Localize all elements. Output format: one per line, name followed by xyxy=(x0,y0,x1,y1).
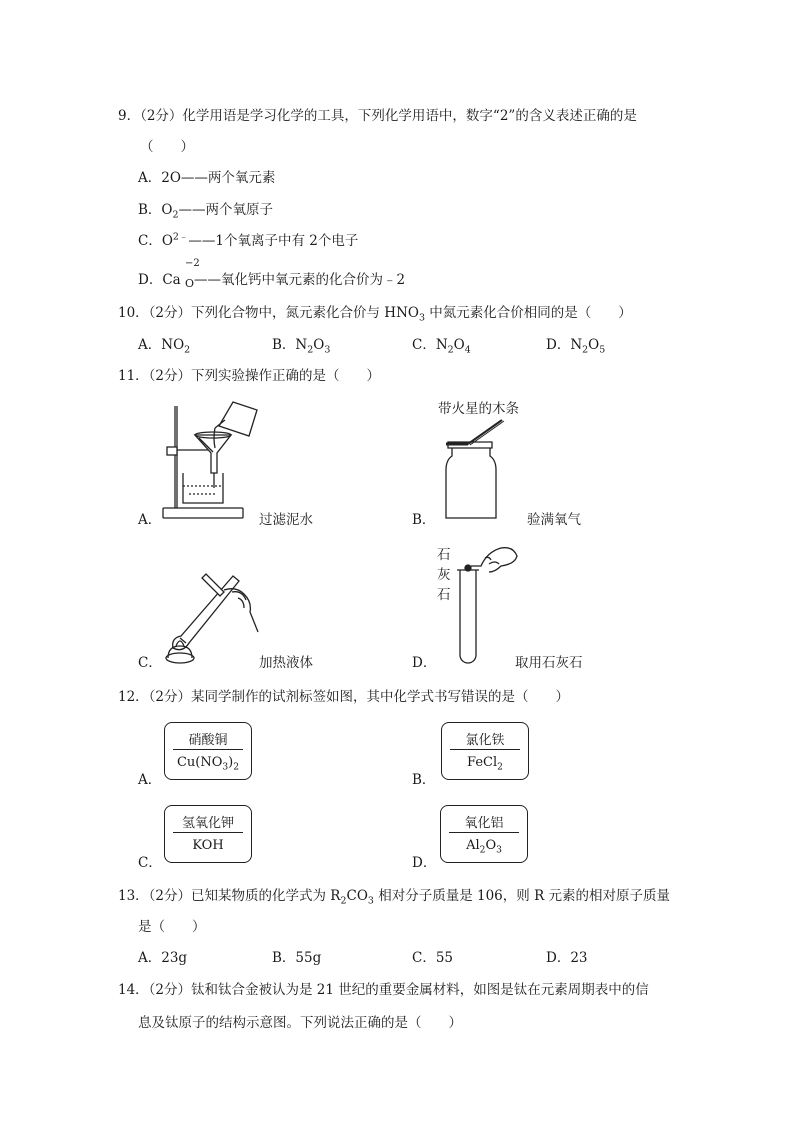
q11-option-b-label: 带火星的木条 xyxy=(438,401,519,417)
reagent-name: 硝酸铜 xyxy=(173,723,243,750)
q14-stem-line2: 息及钛原子的结构示意图。下列说法正确的是（ ） xyxy=(138,1015,462,1031)
formula-sub: 2 xyxy=(233,762,240,773)
reagent-name: 氧化铝 xyxy=(449,806,519,833)
formula: Ca xyxy=(162,272,181,288)
formula-sub: 5 xyxy=(599,344,606,356)
stem-sub: 2 xyxy=(340,895,347,907)
stem-sub: 3 xyxy=(367,895,374,907)
option-letter: B． xyxy=(272,950,296,966)
formula-sub: 3 xyxy=(324,344,331,356)
option-text: ——氧化钙中氧元素的化合价为﹣2 xyxy=(194,272,406,288)
heating-test-tube-icon xyxy=(158,560,268,670)
q11-option-c-caption: 加热液体 xyxy=(259,655,313,671)
formula: Al xyxy=(466,838,480,853)
q9-stem: 9．（2分）化学用语是学习化学的工具，下列化学用语中，数字“2”的含义表述正确的是 xyxy=(118,108,637,124)
q13-option-c xyxy=(412,946,453,966)
option-letter: A． xyxy=(138,950,162,966)
formula-sub: 2 xyxy=(497,762,503,773)
q11-option-a-caption: 过滤泥水 xyxy=(259,512,313,528)
reagent-label-d xyxy=(440,805,528,863)
formula: O xyxy=(161,233,173,249)
formula: N xyxy=(295,337,308,353)
reagent-formula xyxy=(441,833,527,856)
formula-sub: 3 xyxy=(222,762,229,773)
q10-option-a xyxy=(138,333,191,356)
reagent-formula xyxy=(442,750,528,773)
q11-option-b-letter: B． xyxy=(412,512,436,528)
formula-part: O xyxy=(588,337,600,353)
stem-text-end: 相对分子质量是 106，则 R 元素的相对原子质量 xyxy=(373,888,671,904)
formula-part: O xyxy=(453,337,465,353)
q14-stem-line1: 14．（2分）钛和钛合金被认为是 21 世纪的重要金属材料，如图是钛在元素周期表中的信 xyxy=(118,982,649,998)
formula-sub: 2 xyxy=(172,209,179,221)
q9-option-b xyxy=(138,198,274,221)
q11-option-d-label-char-1: 石 xyxy=(437,547,451,563)
option-letter: A． xyxy=(138,337,162,353)
q10-stem xyxy=(118,301,632,324)
formula: N xyxy=(570,337,583,353)
stem-text: 13．（2分）已知某物质的化学式为 R xyxy=(118,888,341,904)
stem-text: 10．（2分）下列化合物中，氮元素化合价与 HNO xyxy=(118,305,419,321)
formula: NO xyxy=(161,337,185,353)
option-text: ——两个氧原子 xyxy=(178,202,274,218)
reagent-name: 氯化铁 xyxy=(450,723,520,750)
valence-element xyxy=(185,258,200,290)
stem-sub: 3 xyxy=(418,312,425,324)
q9-option-c xyxy=(138,229,358,249)
valence-element-symbol: O xyxy=(185,277,195,290)
q10-option-d xyxy=(546,333,606,356)
option-text: 2O——两个氧元素 xyxy=(161,170,276,186)
option-letter: D． xyxy=(546,950,571,966)
q9-option-d xyxy=(138,258,406,290)
q11-stem: 11．（2分）下列实验操作正确的是（ ） xyxy=(118,368,381,384)
q11-option-d-caption: 取用石灰石 xyxy=(515,655,583,671)
formula-sub: 3 xyxy=(496,845,502,856)
q9-answer-paren: （ ） xyxy=(140,139,194,155)
q12-option-c-letter: C． xyxy=(138,855,162,871)
valence-mark: −2 xyxy=(185,258,200,269)
option-letter: C． xyxy=(412,950,436,966)
q11-option-b-caption: 验满氧气 xyxy=(527,512,581,528)
q11-option-a-letter: A． xyxy=(138,512,162,528)
reagent-formula: KOH xyxy=(192,838,224,853)
q9-option-a xyxy=(138,166,275,186)
option-text: 23 xyxy=(570,950,588,966)
formula-sub: 2 xyxy=(479,845,486,856)
formula-sup: 2﹣ xyxy=(172,231,189,243)
q13-stem xyxy=(118,884,671,907)
q12-stem: 12．（2分）某同学制作的试剂标签如图，其中化学式书写错误的是（ ） xyxy=(118,689,570,705)
option-text: 23g xyxy=(161,950,188,966)
option-text: 55g xyxy=(295,950,322,966)
reagent-formula xyxy=(165,750,251,773)
q11-option-c-letter: C． xyxy=(138,655,162,671)
q10-option-c xyxy=(412,333,471,356)
formula-part: O xyxy=(313,337,325,353)
formula: O xyxy=(161,202,173,218)
formula-sub: 4 xyxy=(464,344,471,356)
option-letter: A． xyxy=(138,170,162,186)
gas-jar-icon xyxy=(440,418,520,523)
q10-option-b xyxy=(272,333,331,356)
formula: N xyxy=(435,337,448,353)
q13-option-a xyxy=(138,946,187,966)
option-text: ——1个氧离子中有 2个电子 xyxy=(188,233,359,249)
q11-option-d-label-char-2: 灰 xyxy=(437,567,451,583)
formula: Cu(NO xyxy=(176,755,223,770)
formula-part: O xyxy=(485,838,497,853)
reagent-name: 氢氧化钾 xyxy=(173,806,243,833)
formula-sub: 2 xyxy=(582,344,589,356)
q12-option-a-letter: A． xyxy=(138,772,162,788)
q12-option-d-letter: D． xyxy=(412,855,437,871)
q12-option-b-letter: B． xyxy=(412,772,436,788)
option-letter: C． xyxy=(138,233,162,249)
q13-option-d xyxy=(546,946,588,966)
reagent-label-a xyxy=(164,722,252,780)
formula-sub: 2 xyxy=(447,344,454,356)
formula: FeCl xyxy=(467,755,498,770)
option-letter: C． xyxy=(412,337,436,353)
reagent-label-c xyxy=(164,805,252,863)
option-letter: B． xyxy=(138,202,162,218)
formula-sub: 2 xyxy=(307,344,314,356)
q13-option-b xyxy=(272,946,321,966)
option-text: 55 xyxy=(435,950,454,966)
formula-sub: 2 xyxy=(184,344,191,356)
q11-option-d-label-char-3: 石 xyxy=(437,587,451,603)
stem-text-end: 中氮元素化合价相同的是（ ） xyxy=(424,305,632,321)
q13-stem-line2: 是（ ） xyxy=(138,919,206,935)
option-letter: D． xyxy=(138,272,163,288)
stem-formula: CO xyxy=(346,888,368,904)
q11-option-d-letter: D． xyxy=(412,655,437,671)
formula-part: ) xyxy=(228,755,234,770)
test-tube-tongs-icon xyxy=(455,540,525,665)
option-letter: B． xyxy=(272,337,296,353)
option-letter: D． xyxy=(546,337,571,353)
filtration-apparatus-icon xyxy=(155,398,265,523)
reagent-label-b xyxy=(441,722,529,780)
